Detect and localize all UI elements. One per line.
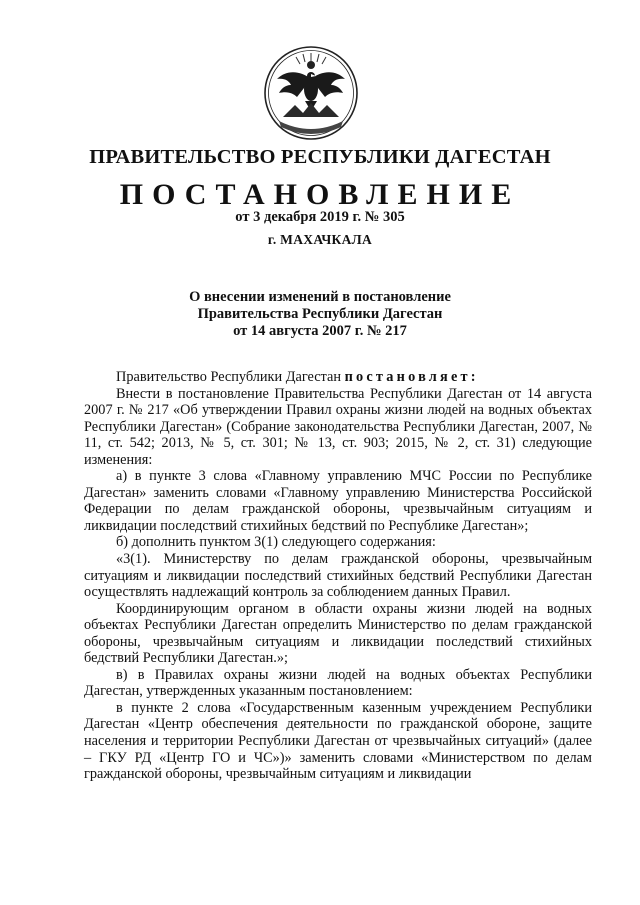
city: г. МАХАЧКАЛА [267,232,373,247]
document-subject [0,289,640,340]
coat-of-arms-icon [263,45,359,141]
subject-line: Правительства Республики Дагестан [197,306,443,322]
date-number: от 3 декабря 2019 г. № 305 [235,209,405,225]
subject-line: О внесении изменений в постановление [189,289,451,305]
paragraph: «3(1). Министерству по делам гражданской обороны, чрезвычайным ситуациям и ликвидации последствий стихийных бедствий Республики Дагестан осуществлять надлежащий контроль за соблюдением данных Правил. [84,551,592,601]
paragraph: а) в пункте 3 слова «Главному управлению МЧС России по Республике Дагестан» заменить словами «Главному управлению Министерства Российской Федерации по делам гражданской обороны, чрезвычайным ситуациям и ликвидации последствий стихийных бедствий по Республике Дагестан»; [84,468,592,534]
paragraph: в пункте 2 слова «Государственным казенным учреждением Республики Дагестан «Центр обеспечения деятельности по гражданской обороне, защите населения и территории Республики Дагестан от чрезвычайных ситуаций» (далее – ГКУ РД «Центр ГО и ЧС»)» заменить словами «Министерством по делам гражданской обороны, чрезвычайным ситуациям и ликвидации [84,699,592,783]
paragraph: б) дополнить пунктом 3(1) следующего содержания: [116,534,436,551]
government-title: ПРАВИТЕЛЬСТВО РЕСПУБЛИКИ ДАГЕСТАН [89,146,551,168]
paragraph [84,369,592,386]
subject-line: от 14 августа 2007 г. № 217 [233,323,407,339]
document-type: ПОСТАНОВЛЕНИЕ [119,178,521,211]
resolve-verb: постановляет: [344,369,479,385]
document-body [84,369,592,783]
paragraph: Координирующим органом в области охраны жизни людей на водных объектах Республики Дагестан определить Министерство по делам гражданской обороны, чрезвычайным ситуациям и ликвидации последствий стихийных бедствий Республики Дагестан.»; [84,600,592,667]
paragraph: в) в Правилах охраны жизни людей на водных объектах Республики Дагестан, утвержденных указанным постановлением: [84,666,592,700]
paragraph-lead: Правительство Республики Дагестан [116,369,345,385]
paragraph: Внести в постановление Правительства Республики Дагестан от 14 августа 2007 г. № 217 «Об утверждении Правил охраны жизни людей на водных объектах Республики Дагестан» (Собрание законодательства Республики Дагестан, 2007, № 11, ст. 542; 2013, № 5, ст. 301; № 13, ст. 903; 2015, № 2, ст. 31) следующие изменения: [84,385,592,468]
